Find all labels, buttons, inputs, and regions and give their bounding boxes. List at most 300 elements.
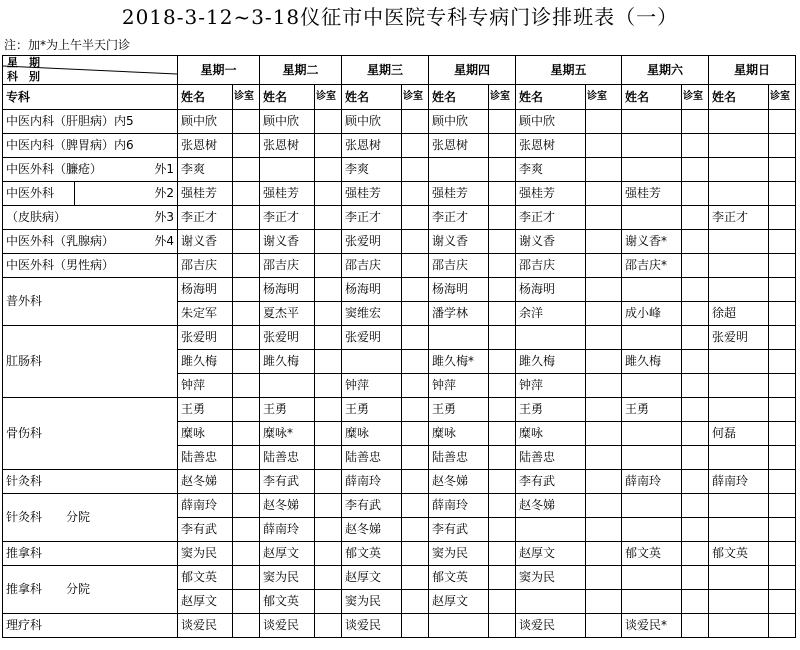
doctor-cell: 谢义香	[260, 230, 315, 254]
room-cell	[489, 110, 516, 134]
doctor-cell: 强桂芳	[260, 182, 315, 206]
room-cell	[769, 350, 796, 374]
department-cell	[3, 230, 178, 254]
schedule-row	[3, 134, 796, 158]
room-cell	[402, 302, 429, 326]
doctor-cell	[429, 614, 489, 638]
room-cell	[402, 206, 429, 230]
doctor-cell	[260, 158, 315, 182]
doctor-cell: 强桂芳	[429, 182, 489, 206]
room-cell	[586, 110, 622, 134]
doctor-cell: 窦为民	[178, 542, 233, 566]
department-cell	[3, 470, 178, 494]
doctor-cell	[429, 158, 489, 182]
room-cell	[233, 278, 260, 302]
room-cell	[682, 494, 709, 518]
room-cell	[489, 590, 516, 614]
doctor-cell: 杨海明	[260, 278, 315, 302]
schedule-table	[2, 55, 796, 638]
room-cell	[402, 254, 429, 278]
doctor-cell: 雎久梅	[260, 350, 315, 374]
schedule-row	[3, 494, 796, 518]
room-cell	[682, 302, 709, 326]
doctor-cell	[709, 398, 769, 422]
dept-column-header: 专科	[3, 85, 178, 110]
room-cell	[682, 446, 709, 470]
department-cell	[3, 494, 178, 542]
doctor-cell: 余洋	[516, 302, 586, 326]
schedule-row	[3, 182, 796, 206]
doctor-cell	[622, 278, 682, 302]
room-cell	[233, 230, 260, 254]
room-cell	[682, 374, 709, 398]
room-cell	[682, 350, 709, 374]
doctor-cell: 薛南玲	[429, 494, 489, 518]
room-cell	[586, 158, 622, 182]
doctor-cell: 张恩树	[429, 134, 489, 158]
doctor-cell	[622, 326, 682, 350]
room-column-header: 诊室	[769, 85, 796, 110]
schedule-note: 注：加*为上午半天门诊	[4, 38, 131, 52]
doctor-cell: 张爱明	[342, 230, 402, 254]
room-cell	[489, 134, 516, 158]
doctor-cell: 王勇	[260, 398, 315, 422]
doctor-cell	[709, 518, 769, 542]
doctor-cell: 赵冬娣	[342, 518, 402, 542]
room-cell	[769, 518, 796, 542]
room-cell	[586, 374, 622, 398]
doctor-cell: 糜咏	[516, 422, 586, 446]
room-cell	[586, 134, 622, 158]
room-cell	[233, 206, 260, 230]
day-header-2: 星期二	[260, 56, 342, 85]
doctor-cell: 糜咏	[429, 422, 489, 446]
schedule-row	[3, 566, 796, 590]
room-cell	[315, 230, 342, 254]
room-cell	[682, 518, 709, 542]
department-name: 中医外科（乳腺病）	[6, 234, 115, 248]
doctor-cell: 郁文英	[342, 542, 402, 566]
doctor-cell: 郁文英	[260, 590, 315, 614]
name-column-header: 姓名	[622, 85, 682, 110]
doctor-cell	[709, 446, 769, 470]
doctor-cell: 李爽	[178, 158, 233, 182]
doctor-cell: 顾中欣	[178, 110, 233, 134]
room-cell	[489, 278, 516, 302]
doctor-cell: 张爱明	[342, 326, 402, 350]
room-cell	[769, 206, 796, 230]
department-name: 肛肠科	[6, 354, 43, 368]
room-cell	[233, 302, 260, 326]
doctor-cell	[622, 110, 682, 134]
room-cell	[586, 518, 622, 542]
doctor-cell: 邵吉庆*	[622, 254, 682, 278]
doctor-cell	[709, 158, 769, 182]
room-cell	[315, 518, 342, 542]
doctor-cell: 张恩树	[260, 134, 315, 158]
doctor-cell: 张爱明	[709, 326, 769, 350]
doctor-cell	[516, 590, 586, 614]
room-cell	[682, 470, 709, 494]
room-cell	[769, 230, 796, 254]
room-cell	[682, 230, 709, 254]
room-cell	[402, 422, 429, 446]
room-cell	[402, 350, 429, 374]
room-column-header: 诊室	[489, 85, 516, 110]
room-cell	[682, 134, 709, 158]
doctor-cell: 薛南玲	[622, 470, 682, 494]
room-cell	[233, 446, 260, 470]
department-room-code: 外1	[154, 162, 174, 176]
department-name: （皮肤病）	[6, 210, 67, 224]
room-cell	[489, 566, 516, 590]
doctor-cell: 陆善忠	[260, 446, 315, 470]
room-cell	[586, 230, 622, 254]
doctor-cell	[622, 566, 682, 590]
doctor-cell	[622, 134, 682, 158]
room-cell	[769, 446, 796, 470]
department-name: 针灸科	[6, 474, 43, 488]
doctor-cell	[709, 566, 769, 590]
room-cell	[315, 374, 342, 398]
room-cell	[586, 446, 622, 470]
doctor-cell: 窦维宏	[342, 302, 402, 326]
doctor-cell: 赵冬娣	[260, 494, 315, 518]
room-cell	[315, 254, 342, 278]
doctor-cell: 谈爱民*	[622, 614, 682, 638]
department-name: 中医外科（臁疮）	[6, 162, 103, 176]
doctor-cell	[709, 614, 769, 638]
room-cell	[769, 278, 796, 302]
room-cell	[586, 470, 622, 494]
room-cell	[489, 326, 516, 350]
room-cell	[769, 566, 796, 590]
department-cell	[3, 158, 178, 182]
doctor-cell	[622, 590, 682, 614]
doctor-cell: 强桂芳	[178, 182, 233, 206]
department-name: 中医外科（男性病）	[6, 258, 115, 272]
room-cell	[682, 542, 709, 566]
doctor-cell: 雎久梅	[622, 350, 682, 374]
doctor-cell: 王勇	[342, 398, 402, 422]
doctor-cell: 谈爱民	[516, 614, 586, 638]
doctor-cell	[622, 446, 682, 470]
doctor-cell: 糜咏	[342, 422, 402, 446]
doctor-cell: 陆善忠	[178, 446, 233, 470]
room-cell	[489, 254, 516, 278]
day-header-7: 星期日	[709, 56, 796, 85]
doctor-cell: 顾中欣	[429, 110, 489, 134]
room-cell	[402, 470, 429, 494]
doctor-cell: 张恩树	[516, 134, 586, 158]
room-cell	[682, 566, 709, 590]
header-row-days	[3, 56, 796, 85]
doctor-cell	[622, 206, 682, 230]
room-cell	[402, 614, 429, 638]
room-cell	[402, 134, 429, 158]
department-branch: 分院	[66, 582, 91, 596]
doctor-cell: 窦为民	[342, 590, 402, 614]
room-cell	[489, 542, 516, 566]
doctor-cell: 糜咏	[178, 422, 233, 446]
department-cell	[3, 182, 178, 206]
room-cell	[489, 302, 516, 326]
doctor-cell: 邵吉庆	[178, 254, 233, 278]
room-cell	[769, 302, 796, 326]
doctor-cell	[709, 182, 769, 206]
room-cell	[233, 350, 260, 374]
page-title: 2018-3-12~3-18仪征市中医院专科专病门诊排班表（一）	[121, 5, 679, 29]
room-cell	[233, 134, 260, 158]
room-cell	[315, 542, 342, 566]
schedule-row	[3, 110, 796, 134]
schedule-row	[3, 278, 796, 302]
room-cell	[769, 470, 796, 494]
name-column-header: 姓名	[260, 85, 315, 110]
department-cell	[3, 542, 178, 566]
room-cell	[586, 206, 622, 230]
room-cell	[315, 590, 342, 614]
doctor-cell: 李有武	[178, 518, 233, 542]
room-cell	[402, 326, 429, 350]
room-cell	[586, 422, 622, 446]
room-cell	[233, 398, 260, 422]
schedule-row	[3, 614, 796, 638]
doctor-cell: 李正才	[342, 206, 402, 230]
doctor-cell	[342, 350, 402, 374]
doctor-cell: 夏杰平	[260, 302, 315, 326]
doctor-cell	[622, 518, 682, 542]
doctor-cell: 薛南玲	[709, 470, 769, 494]
department-name: 中医内科（肝胆病）内5	[6, 114, 134, 128]
room-column-header: 诊室	[402, 85, 429, 110]
room-cell	[233, 542, 260, 566]
doctor-cell: 顾中欣	[342, 110, 402, 134]
doctor-cell: 何磊	[709, 422, 769, 446]
department-name: 普外科	[6, 294, 43, 308]
room-cell	[315, 446, 342, 470]
doctor-cell	[516, 326, 586, 350]
doctor-cell: 李有武	[342, 494, 402, 518]
doctor-cell: 郁文英	[429, 566, 489, 590]
doctor-cell	[622, 494, 682, 518]
room-cell	[489, 470, 516, 494]
doctor-cell: 李有武	[260, 470, 315, 494]
room-column-header: 诊室	[315, 85, 342, 110]
doctor-cell: 李正才	[429, 206, 489, 230]
room-cell	[682, 422, 709, 446]
room-cell	[586, 278, 622, 302]
room-cell	[402, 110, 429, 134]
doctor-cell: 赵冬娣	[178, 470, 233, 494]
doctor-cell: 陆善忠	[429, 446, 489, 470]
room-column-header: 诊室	[233, 85, 260, 110]
room-cell	[769, 374, 796, 398]
room-cell	[489, 182, 516, 206]
room-cell	[769, 614, 796, 638]
room-cell	[682, 614, 709, 638]
room-cell	[682, 182, 709, 206]
doctor-cell: 谈爱民	[342, 614, 402, 638]
day-header-4: 星期四	[429, 56, 516, 85]
room-cell	[682, 110, 709, 134]
doctor-cell: 赵厚文	[342, 566, 402, 590]
doctor-cell: 成小峰	[622, 302, 682, 326]
room-cell	[586, 494, 622, 518]
room-cell	[586, 590, 622, 614]
doctor-cell: 邵吉庆	[429, 254, 489, 278]
doctor-cell	[709, 278, 769, 302]
doctor-cell: 钟萍	[342, 374, 402, 398]
doctor-cell: 邵吉庆	[260, 254, 315, 278]
department-room-code: 外4	[154, 234, 174, 248]
doctor-cell	[516, 518, 586, 542]
room-cell	[769, 254, 796, 278]
schedule-row	[3, 230, 796, 254]
doctor-cell	[709, 110, 769, 134]
room-cell	[586, 254, 622, 278]
room-cell	[769, 542, 796, 566]
doctor-cell: 赵厚文	[429, 590, 489, 614]
doctor-cell: 谢义香	[516, 230, 586, 254]
room-cell	[769, 110, 796, 134]
room-cell	[233, 494, 260, 518]
doctor-cell: 薛南玲	[260, 518, 315, 542]
room-cell	[489, 494, 516, 518]
room-cell	[233, 158, 260, 182]
schedule-row	[3, 398, 796, 422]
doctor-cell: 顾中欣	[516, 110, 586, 134]
room-cell	[769, 398, 796, 422]
room-cell	[233, 518, 260, 542]
doctor-cell	[622, 158, 682, 182]
room-cell	[489, 230, 516, 254]
room-cell	[769, 422, 796, 446]
name-column-header: 姓名	[429, 85, 489, 110]
name-column-header: 姓名	[342, 85, 402, 110]
doctor-cell: 杨海明	[178, 278, 233, 302]
room-cell	[769, 326, 796, 350]
room-cell	[402, 182, 429, 206]
room-cell	[489, 350, 516, 374]
department-name: 中医外科	[3, 182, 75, 205]
doctor-cell: 李正才	[178, 206, 233, 230]
doctor-cell	[622, 374, 682, 398]
doctor-cell	[260, 374, 315, 398]
room-cell	[233, 326, 260, 350]
room-cell	[682, 590, 709, 614]
room-cell	[682, 326, 709, 350]
room-cell	[769, 158, 796, 182]
name-column-header: 姓名	[178, 85, 233, 110]
doctor-cell: 谢义香*	[622, 230, 682, 254]
room-cell	[489, 614, 516, 638]
doctor-cell: 潘学林	[429, 302, 489, 326]
doctor-cell	[709, 254, 769, 278]
doctor-cell: 钟萍	[178, 374, 233, 398]
day-header-5: 星期五	[516, 56, 622, 85]
doctor-cell: 邵吉庆	[342, 254, 402, 278]
department-name: 中医内科（脾胃病）内6	[6, 138, 134, 152]
room-cell	[586, 614, 622, 638]
room-cell	[315, 110, 342, 134]
corner-weekday-label: 星 期	[7, 56, 40, 69]
department-room-code: 外2	[154, 186, 174, 200]
room-cell	[402, 278, 429, 302]
room-cell	[489, 422, 516, 446]
room-cell	[489, 374, 516, 398]
room-cell	[682, 158, 709, 182]
department-name: 针灸科	[6, 510, 43, 524]
doctor-cell	[622, 422, 682, 446]
room-cell	[402, 374, 429, 398]
room-cell	[233, 374, 260, 398]
doctor-cell: 窦为民	[260, 566, 315, 590]
name-column-header: 姓名	[709, 85, 769, 110]
schedule-row	[3, 206, 796, 230]
doctor-cell: 郁文英	[622, 542, 682, 566]
room-cell	[315, 566, 342, 590]
doctor-cell: 李爽	[342, 158, 402, 182]
schedule-row	[3, 542, 796, 566]
room-cell	[315, 398, 342, 422]
room-cell	[233, 470, 260, 494]
header-row-columns	[3, 85, 796, 110]
doctor-cell: 杨海明	[516, 278, 586, 302]
doctor-cell: 张恩树	[342, 134, 402, 158]
department-cell	[3, 278, 178, 326]
doctor-cell: 邵吉庆	[516, 254, 586, 278]
room-cell	[315, 494, 342, 518]
doctor-cell: 郁文英	[709, 542, 769, 566]
doctor-cell	[709, 374, 769, 398]
room-cell	[489, 446, 516, 470]
room-cell	[402, 566, 429, 590]
corner-department-label: 科 别	[7, 70, 40, 83]
department-cell	[3, 398, 178, 470]
room-cell	[586, 182, 622, 206]
doctor-cell: 王勇	[516, 398, 586, 422]
doctor-cell	[429, 326, 489, 350]
doctor-cell: 雎久梅*	[429, 350, 489, 374]
room-cell	[489, 158, 516, 182]
department-cell	[3, 254, 178, 278]
doctor-cell: 强桂芳	[342, 182, 402, 206]
doctor-cell: 薛南玲	[178, 494, 233, 518]
doctor-cell	[709, 494, 769, 518]
doctor-cell: 张爱明	[260, 326, 315, 350]
schedule-row	[3, 326, 796, 350]
room-cell	[402, 518, 429, 542]
room-cell	[315, 614, 342, 638]
room-cell	[315, 206, 342, 230]
day-header-1: 星期一	[178, 56, 260, 85]
room-cell	[402, 158, 429, 182]
room-cell	[682, 398, 709, 422]
room-cell	[769, 134, 796, 158]
room-cell	[586, 326, 622, 350]
doctor-cell: 赵厚文	[178, 590, 233, 614]
doctor-cell: 杨海明	[342, 278, 402, 302]
doctor-cell: 李正才	[260, 206, 315, 230]
room-cell	[682, 206, 709, 230]
room-cell	[315, 278, 342, 302]
department-name: 理疗科	[6, 618, 43, 632]
room-cell	[315, 350, 342, 374]
room-cell	[315, 158, 342, 182]
doctor-cell: 赵冬娣	[429, 470, 489, 494]
doctor-cell: 雎久梅	[516, 350, 586, 374]
